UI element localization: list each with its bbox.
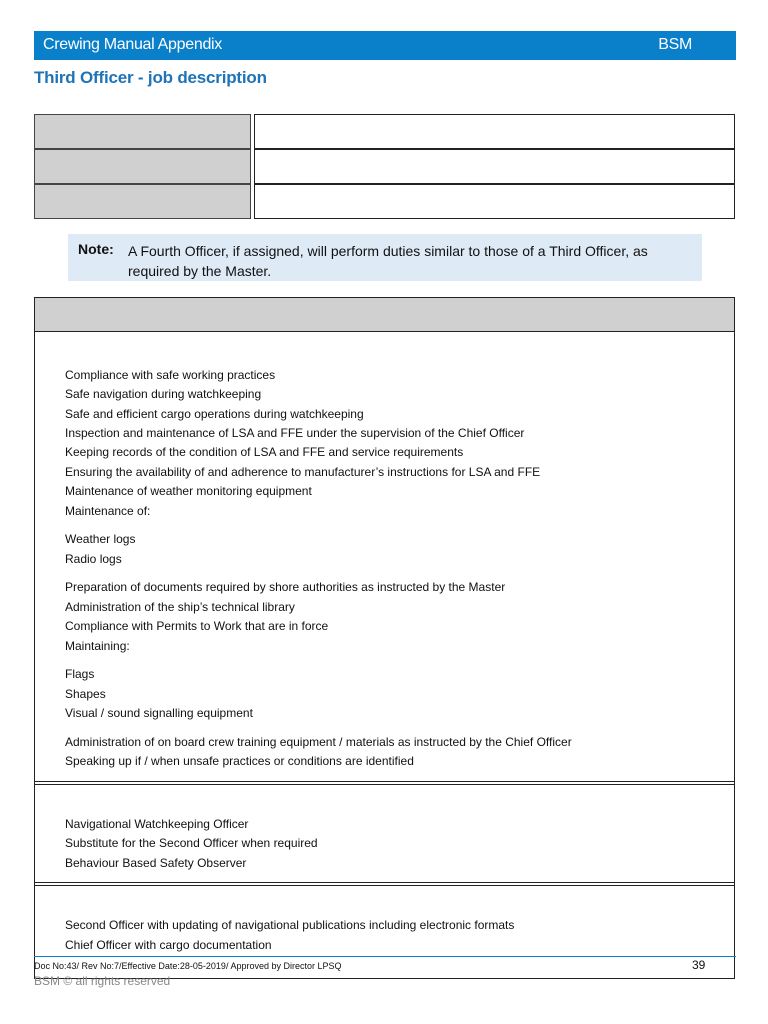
section-divider bbox=[35, 784, 734, 785]
responsibility-item: Compliance with Permits to Work that are in force bbox=[65, 619, 329, 633]
role-item: Substitute for the Second Officer when required bbox=[65, 836, 318, 850]
responsibility-item: Safe and efficient cargo operations during watchkeeping bbox=[65, 407, 364, 421]
responsibility-item: Inspection and maintenance of LSA and FFE under the supervision of the Chief Officer bbox=[65, 426, 525, 440]
footer-rule bbox=[34, 956, 736, 957]
responsibility-item: Keeping records of the condition of LSA and FFE and service requirements bbox=[65, 445, 464, 459]
responsibility-item: Radio logs bbox=[65, 552, 122, 566]
info-row bbox=[34, 149, 735, 184]
page-title: Third Officer - job description bbox=[34, 68, 267, 87]
responsibility-item: Preparation of documents required by shore authorities as instructed by the Master bbox=[65, 580, 506, 594]
duties-table bbox=[34, 297, 735, 979]
note-text: A Fourth Officer, if assigned, will perform duties similar to those of a Third Officer, as required by the Master. bbox=[128, 243, 648, 279]
responsibility-item: Administration of on board crew training equipment / materials as instructed by the Chief Officer bbox=[65, 735, 572, 749]
info-row bbox=[34, 184, 735, 219]
responsibility-item: Weather logs bbox=[65, 532, 136, 546]
info-label-cell bbox=[34, 149, 251, 184]
responsibility-item: Safe navigation during watchkeeping bbox=[65, 387, 262, 401]
footer-copyright: BSM © all rights reserved bbox=[34, 974, 171, 988]
assist-item: Chief Officer with cargo documentation bbox=[65, 938, 272, 952]
role-item: Navigational Watchkeeping Officer bbox=[65, 817, 249, 831]
responsibility-item: Maintenance of: bbox=[65, 504, 151, 518]
responsibility-item: Visual / sound signalling equipment bbox=[65, 706, 253, 720]
footer-doc-info: Doc No:43/ Rev No:7/Effective Date:28-05-2019/ Approved by Director LPSQ bbox=[34, 961, 342, 971]
responsibility-item: Shapes bbox=[65, 687, 106, 701]
info-label-cell bbox=[34, 184, 251, 219]
info-value-cell bbox=[254, 114, 735, 149]
duties-table-header bbox=[35, 298, 734, 332]
document-header-brand: BSM bbox=[658, 36, 692, 53]
section-divider bbox=[35, 885, 734, 886]
info-value-cell bbox=[254, 184, 735, 219]
responsibility-item: Flags bbox=[65, 667, 95, 681]
responsibility-item: Maintenance of weather monitoring equipment bbox=[65, 484, 312, 498]
role-item: Behaviour Based Safety Observer bbox=[65, 856, 247, 870]
info-label-cell bbox=[34, 114, 251, 149]
footer-page-number: 39 bbox=[692, 958, 706, 972]
responsibility-item: Ensuring the availability of and adherence to manufacturer’s instructions for LSA and FFE bbox=[65, 465, 541, 479]
note-box bbox=[68, 234, 702, 281]
assist-item: Second Officer with updating of navigational publications including electronic formats bbox=[65, 918, 515, 932]
info-row bbox=[34, 114, 735, 149]
note-label: Note: bbox=[78, 241, 114, 257]
responsibility-item: Administration of the ship’s technical library bbox=[65, 600, 295, 614]
section-divider bbox=[35, 781, 734, 782]
responsibility-item: Compliance with safe working practices bbox=[65, 368, 276, 382]
section-divider bbox=[35, 882, 734, 883]
document-header-bar bbox=[34, 31, 736, 60]
info-value-cell bbox=[254, 149, 735, 184]
responsibility-item: Maintaining: bbox=[65, 639, 130, 653]
document-header-title: Crewing Manual Appendix bbox=[43, 36, 222, 53]
info-table bbox=[34, 114, 735, 219]
responsibility-item: Speaking up if / when unsafe practices or conditions are identified bbox=[65, 754, 414, 768]
